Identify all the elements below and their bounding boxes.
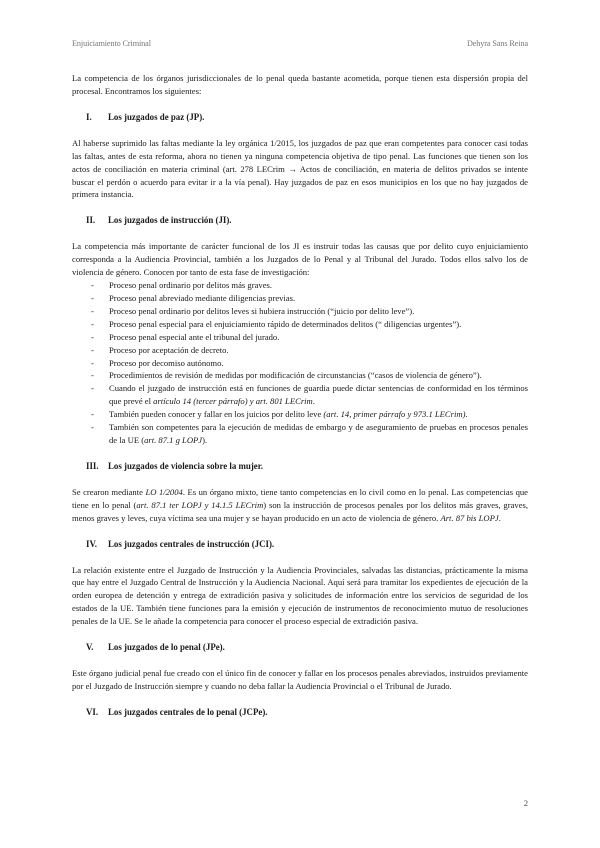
- section-heading-4: [72, 538, 528, 551]
- competence-list: [72, 279, 528, 447]
- section-heading-2: [72, 214, 528, 227]
- section-title: Los juzgados de violencia sobre la mujer.: [108, 460, 264, 471]
- section-heading-6: [72, 706, 528, 719]
- section-number: III.: [86, 460, 99, 471]
- section-5-paragraph: Este órgano judicial penal fue creado con el único fin de conocer y fallar en los procesos penales abreviados, instruidos previamente por el Juzgado de Instrucción siempre y cuando no deba fallar la Audiencia Provincial o el Tribunal de Jurado.: [72, 668, 528, 691]
- section-number: IV.: [86, 538, 97, 549]
- section-1-paragraph: Al haberse suprimido las faltas mediante la ley orgánica 1/2015, los juzgados de paz que eran competentes para conocer casi todas las faltas, antes de esta reforma, ahora no tienen ya ninguna competencia objetiva de tipo penal. Las funciones que tienen son los actos de conciliación en materia criminal (art. 278 LECrim → Actos de conciliación, en materia de delitos privados se intente buscar el perdón o acuerdo para evitar ir a la vía penal). Hay juzgados de paz en esos municipios en los que no hay juzgados de primera instancia.: [72, 137, 528, 200]
- section-number: V.: [86, 642, 94, 653]
- section-title: Los juzgados centrales de lo penal (JCPe).: [108, 706, 268, 717]
- list-item: - Proceso penal ordinario por delitos más graves.: [91, 280, 273, 291]
- section-heading-3: [72, 460, 528, 473]
- section-heading-5: [72, 641, 528, 654]
- list-item: - Proceso penal especial ante el tribunal del jurado.: [91, 331, 280, 342]
- section-number: II.: [86, 215, 96, 226]
- list-item: - También pueden conocer y fallar en los juicios por delito leve (art. 14, primer párrafo y 973.1 LECrim).: [91, 409, 468, 420]
- page-number: 2: [523, 798, 528, 808]
- list-item: - Proceso penal abreviado mediante diligencias previas.: [91, 292, 296, 303]
- list-item: - Cuando el juzgado de instrucción está en funciones de guardia puede dictar sentencias de conformidad en los términos que prevé el artículo 14 (tercer párrafo) y art. 801 LECrim.: [91, 383, 528, 407]
- section-number: VI.: [86, 706, 99, 717]
- document-body: [72, 72, 528, 719]
- section-title: Los juzgados de lo penal (JPe).: [108, 642, 225, 653]
- section-4-paragraph: La relación existente entre el Juzgado de Instrucción y la Audiencia Provinciales, salvadas las distancias, prácticamente la misma que hay entre el Juzgado Central de Instrucción y la Audiencia Nacional. Aquí será para tramitar los expedientes de ejecución de la orden europea de detención y entrega de extradición pasiva y solicitudes de información entre los servicios de seguridad de los estados de la UE. También tiene funciones para la emisión y ejecución de instrumentos de reconocimiento mutuo de resoluciones penales de la UE. Se le añade la competencia para conocer el proceso especial de extradición pasiva.: [72, 564, 528, 627]
- list-item: - Proceso penal especial para el enjuiciamiento rápido de determinados delitos (“ diligencias urgentes”).: [91, 318, 462, 329]
- section-title: Los juzgados centrales de instrucción (JCI).: [108, 538, 275, 549]
- list-item: - También son competentes para la ejecución de medidas de embargo y de aseguramiento de pruebas en procesos penales de la UE (art. 87.1 g LOPJ).: [91, 422, 528, 445]
- running-header-title: Enjuiciamiento Criminal: [72, 39, 151, 48]
- section-3-paragraph: Se crearon mediante LO 1/2004. Es un órgano mixto, tiene tanto competencias en lo civil como en lo penal. Las competencias que tiene en lo penal (art. 87.1 ter LOPJ y 14.1.5 LECrim) son la instrucción de procesos penales por los delitos más graves, graves, menos graves y leves, cuya víctima sea una mujer y se hayan producido en un acto de violencia de género. Art. 87 bis LOPJ.: [72, 486, 528, 523]
- list-item: - Proceso por decomiso autónomo.: [91, 357, 224, 368]
- list-item: - Procedimientos de revisión de medidas por modificación de circunstancias (“casos de violencia de género”).: [91, 370, 482, 381]
- section-title: Los juzgados de paz (JP).: [108, 111, 205, 122]
- intro-paragraph: La competencia de los órganos jurisdiccionales de lo penal queda bastante acometida, porque tienen esta dispersión propia del procesal. Encontramos los siguientes:: [72, 73, 528, 96]
- section-heading-1: [72, 111, 528, 124]
- list-item: - Proceso penal ordinario por delitos leves si hubiera instrucción (“juicio por delito leve”).: [91, 305, 415, 316]
- section-title: Los juzgados de instrucción (JI).: [108, 215, 232, 226]
- section-number: I.: [86, 111, 92, 122]
- list-item: - Proceso por aceptación de decreto.: [91, 344, 229, 355]
- running-header-author: Dehyra Sans Reina: [466, 39, 528, 48]
- section-2-paragraph: La competencia más importante de carácter funcional de los JI es instruir todas las causas que por delito cuyo enjuiciamiento corresponda a la Audiencia Provincial, también a los Juzgados de lo Penal y al Tribunal del Jurado. Todos ellos salvo los de violencia de género. Conocen por tanto de esta fase de investigación:: [72, 241, 528, 278]
